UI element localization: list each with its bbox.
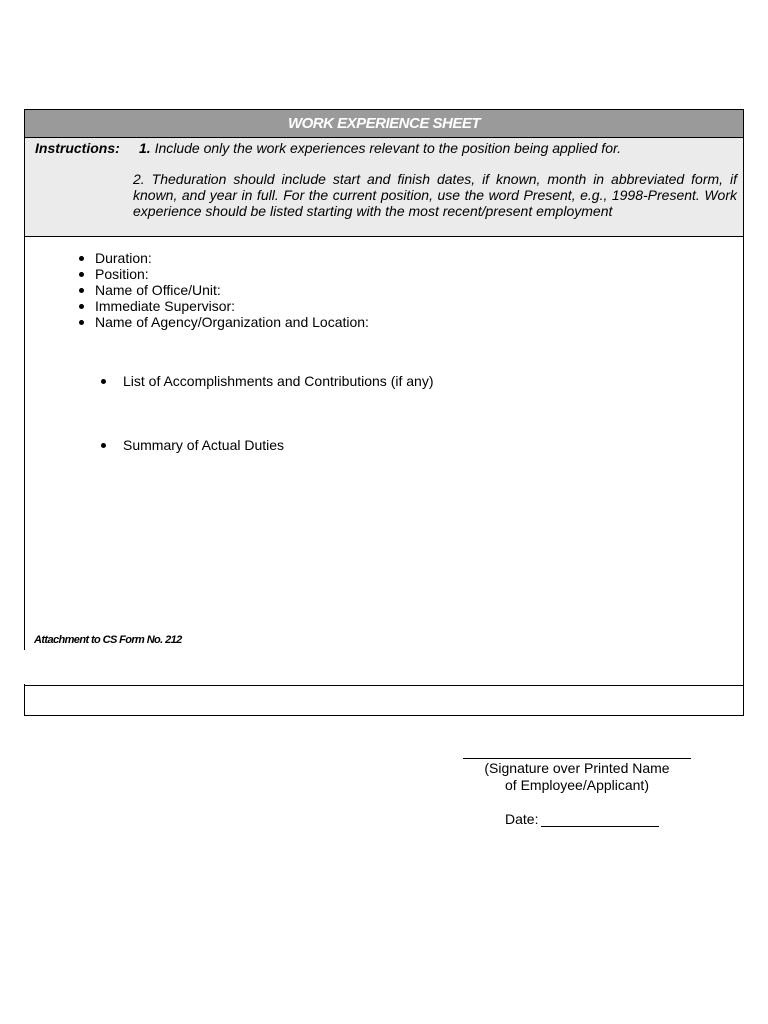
signature-block	[460, 744, 694, 793]
field-immediate-supervisor: Immediate Supervisor:	[77, 298, 369, 314]
signature-caption-1: (Signature over Printed Name	[484, 760, 670, 776]
attachment-note: Attachment to CS Form No. 212	[34, 634, 182, 646]
instruction-2	[133, 171, 737, 219]
instruction-1-text: Include only the work experiences relevant to the position being applied for.	[154, 140, 622, 156]
signature-caption-2: of Employee/Applicant)	[505, 777, 649, 793]
instructions-label: Instructions:	[35, 140, 120, 156]
duties-item: Summary of Actual Duties	[101, 437, 284, 453]
instruction-2-text: Theduration should include start and finish dates, if known, month in abbreviated form, if known, and year in full. For the current position, use the word Present, e.g., 1998-Present. Work experience should be listed starting with the most recent/present employment	[133, 171, 738, 219]
field-agency-location: Name of Agency/Organization and Location:	[77, 314, 369, 330]
signature-line	[463, 758, 691, 759]
field-office-unit: Name of Office/Unit:	[77, 282, 369, 298]
field-list	[77, 250, 369, 330]
field-position: Position:	[77, 266, 369, 282]
field-duration: Duration:	[77, 250, 369, 266]
instruction-2-number: 2.	[133, 171, 145, 187]
border-gap	[24, 650, 26, 684]
instruction-1	[139, 140, 621, 156]
date-line	[541, 826, 659, 827]
date-row	[505, 811, 659, 827]
accomplishments-item: List of Accomplishments and Contributions (if any)	[101, 373, 433, 389]
instruction-1-number: 1.	[139, 140, 151, 156]
sheet-title: WORK EXPERIENCE SHEET	[25, 110, 743, 138]
work-experience-sheet	[24, 109, 744, 716]
instructions-panel	[25, 138, 743, 237]
section-divider	[25, 685, 743, 686]
date-label: Date:	[505, 811, 539, 827]
